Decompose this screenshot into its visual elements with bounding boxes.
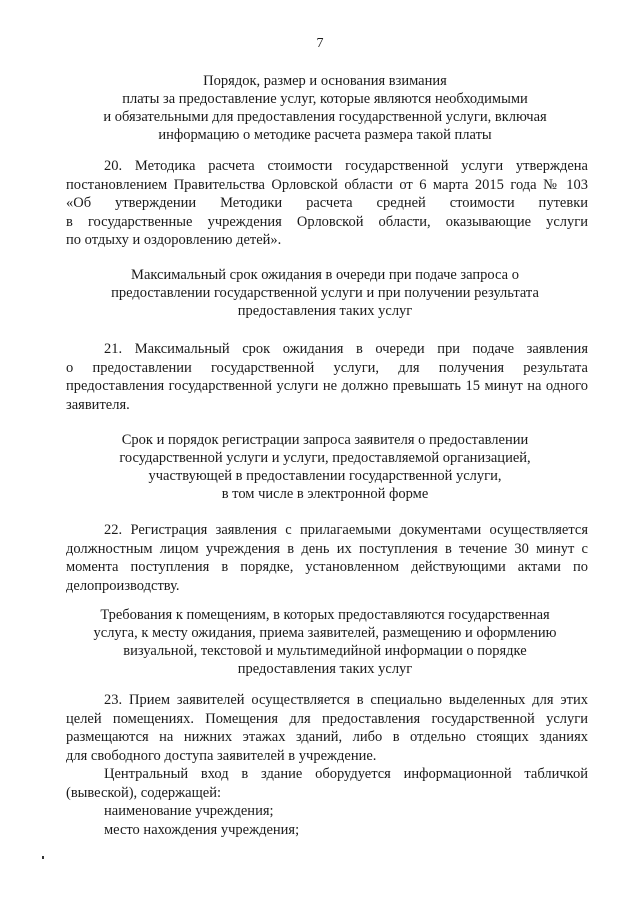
heading-line: в том числе в электронной форме <box>221 486 429 502</box>
paragraph-20 <box>66 157 588 250</box>
paragraph-line: о предоставлении государственной услуги, для получения результата <box>66 359 588 376</box>
section-heading-fee <box>60 72 590 144</box>
heading-line: Максимальный срок ожидания в очереди при подаче запроса о <box>131 267 519 283</box>
scan-speck <box>42 856 44 859</box>
paragraph-line: должностным лицом учреждения в день их поступления в течение 30 минут с <box>66 540 588 557</box>
paragraph-line: делопроизводству. <box>66 577 180 594</box>
paragraph-line: Центральный вход в здание оборудуется информационной табличкой <box>104 766 588 782</box>
heading-line: участвующей в предоставлении государственной услуги, <box>148 468 502 484</box>
paragraph-line: целей помещениях. Помещения для предоставления государственной услуги <box>66 710 588 727</box>
paragraph-22 <box>66 521 588 595</box>
list-item: наименование учреждения; <box>104 803 274 819</box>
section-heading-waiting <box>60 266 590 320</box>
heading-line: платы за предоставление услуг, которые являются необходимыми <box>122 91 528 107</box>
paragraph-21 <box>66 340 588 414</box>
paragraph-line: «Об утверждении Методики расчета средней стоимости путевки <box>66 195 588 211</box>
paragraph-line: 21. Максимальный срок ожидания в очереди при подаче заявления <box>104 341 588 357</box>
section-heading-premises <box>60 606 590 678</box>
paragraph-line: (вывеской), содержащей: <box>66 784 221 801</box>
paragraph-line: размещаются на нижних этажах зданий, либо в отдельно стоящих зданиях <box>66 729 588 745</box>
paragraph-23 <box>66 691 588 765</box>
heading-line: Требования к помещениям, в которых предоставляются государственная <box>100 607 550 623</box>
paragraph-line: момента поступления в порядке, установленном действующими актами по <box>66 559 588 575</box>
paragraph-line: заявителя. <box>66 396 130 413</box>
paragraph-entrance <box>66 765 588 802</box>
heading-line: и обязательными для предоставления государственной услуги, включая <box>103 109 547 125</box>
heading-line: Порядок, размер и основания взимания <box>203 73 447 89</box>
page-number: 7 <box>316 36 324 51</box>
heading-line: услуга, к месту ожидания, приема заявителей, размещению и оформлению <box>93 625 557 641</box>
heading-line: предоставлении государственной услуги и при получении результата <box>111 285 539 301</box>
heading-line: Срок и порядок регистрации запроса заявителя о предоставлении <box>121 432 529 448</box>
section-heading-registration <box>60 431 590 503</box>
heading-line: предоставления таких услуг <box>237 661 413 677</box>
paragraph-line: 20. Методика расчета стоимости государственной услуги утверждена <box>104 158 588 174</box>
paragraph-line: постановлением Правительства Орловской области от 6 марта 2015 года № 103 <box>66 176 588 193</box>
paragraph-line: по отдыху и оздоровлению детей». <box>66 232 282 248</box>
heading-line: государственной услуги и услуги, предоставляемой организацией, <box>119 450 531 466</box>
paragraph-line: 22. Регистрация заявления с прилагаемыми документами осуществляется <box>104 522 588 538</box>
paragraph-line: для свободного доступа заявителей в учреждение. <box>66 747 377 764</box>
paragraph-line: предоставления государственной услуги не должно превышать 15 минут на одного <box>66 378 588 394</box>
heading-line: информацию о методике расчета размера такой платы <box>158 127 492 143</box>
heading-line: визуальной, текстовой и мультимедийной информации о порядке <box>123 643 527 659</box>
list-item: место нахождения учреждения; <box>104 821 300 838</box>
heading-line: предоставления таких услуг <box>237 303 413 319</box>
paragraph-line: 23. Прием заявителей осуществляется в специально выделенных для этих <box>104 692 588 708</box>
entrance-sign-list <box>66 802 588 839</box>
paragraph-line: в государственные учреждения Орловской области, оказывающие услуги <box>66 213 588 230</box>
